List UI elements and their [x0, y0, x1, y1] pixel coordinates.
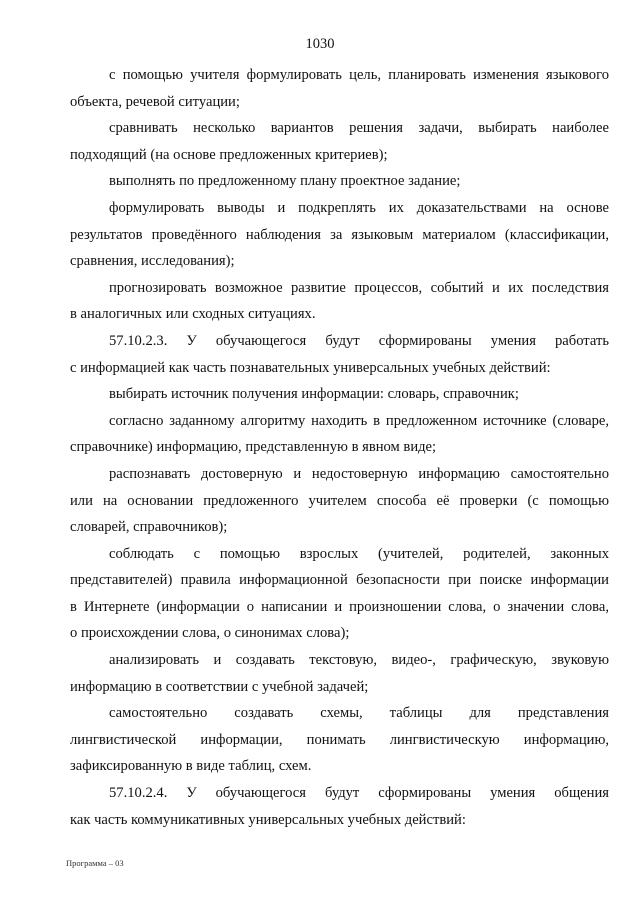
text-line: или на основании предложенного учителем способа её проверки (с помощью [70, 492, 609, 509]
text-line: прогнозировать возможное развитие процессов, событий и их последствия [109, 279, 609, 296]
text-line: объекта, речевой ситуации; [70, 93, 240, 110]
text-line: формулировать выводы и подкреплять их доказательствами на основе [109, 199, 609, 216]
text-line: в Интернете (информации о написании и произношении слова, о значении слова, [70, 598, 609, 615]
text-line: анализировать и создавать текстовую, видео-, графическую, звуковую [109, 652, 609, 669]
text-line: самостоятельно создавать схемы, таблицы для представления [109, 705, 609, 722]
text-line: выполнять по предложенному плану проектное задание; [109, 173, 461, 190]
document-body [70, 62, 609, 833]
text-line: согласно заданному алгоритму находить в предложенном источнике (словаре, [109, 412, 609, 429]
text-line: результатов проведённого наблюдения за языковым материалом (классификации, [70, 226, 609, 243]
text-line: с информацией как часть познавательных универсальных учебных действий: [70, 359, 551, 376]
page-number: 1030 [305, 36, 335, 52]
text-line: словарей, справочников); [70, 519, 228, 536]
text-line: 57.10.2.4. У обучающегося будут сформированы умения общения [109, 785, 609, 802]
page-footer: Программа – 03 [66, 858, 124, 868]
text-line: справочнике) информацию, представленную в явном виде; [70, 439, 437, 456]
text-line: информацию в соответствии с учебной задачей; [70, 678, 369, 695]
text-line: в аналогичных или сходных ситуациях. [70, 306, 316, 323]
text-line: лингвистической информации, понимать лингвистическую информацию, [70, 731, 609, 748]
text-line: распознавать достоверную и недостоверную информацию самостоятельно [109, 465, 609, 482]
text-line: о происхождении слова, о синонимах слова); [70, 625, 350, 642]
text-line: соблюдать с помощью взрослых (учителей, родителей, законных [109, 545, 609, 562]
text-line: выбирать источник получения информации: словарь, справочник; [109, 386, 519, 403]
text-line: сравнения, исследования); [70, 253, 235, 270]
text-line: 57.10.2.3. У обучающегося будут сформированы умения работать [109, 332, 609, 349]
text-line: зафиксированную в виде таблиц, схем. [70, 758, 312, 775]
text-line: представителей) правила информационной безопасности при поиске информации [70, 572, 609, 589]
text-line: сравнивать несколько вариантов решения задачи, выбирать наиболее [109, 120, 609, 137]
text-line: подходящий (на основе предложенных критериев); [70, 146, 388, 163]
text-line: как часть коммуникативных универсальных учебных действий: [70, 811, 466, 828]
text-line: с помощью учителя формулировать цель, планировать изменения языкового [109, 67, 609, 83]
